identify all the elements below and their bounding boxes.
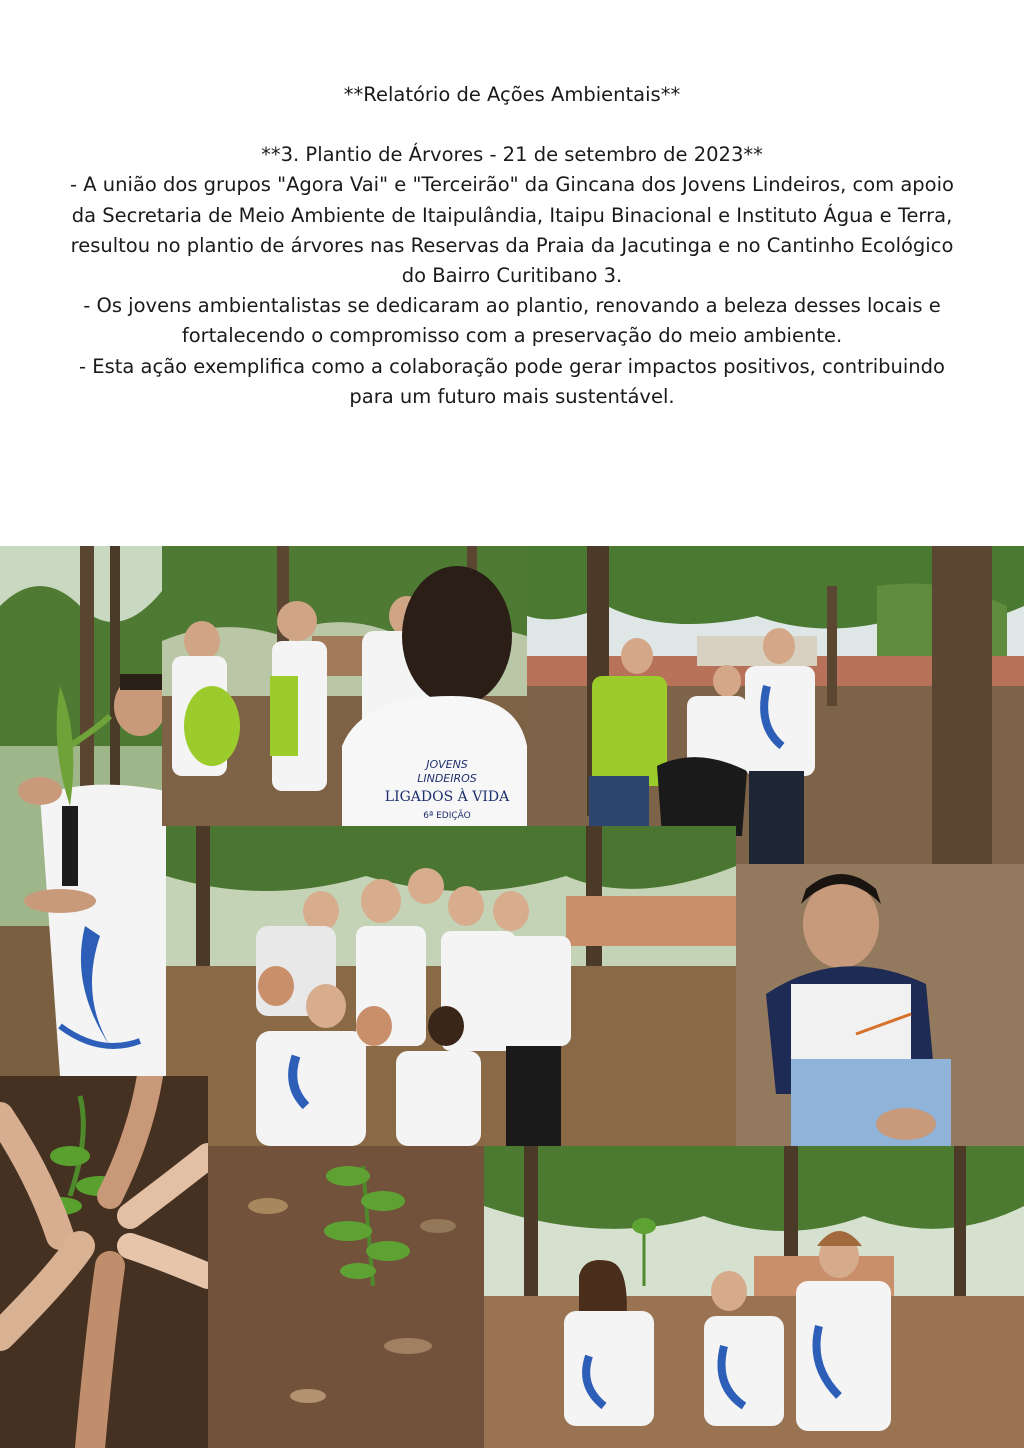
photo-group-back-shirt	[162, 546, 527, 826]
shirt-text-ligados: LIGADOS À VIDA	[384, 789, 510, 805]
photo-group-waving	[166, 826, 736, 1146]
photo-three-students	[484, 1146, 1024, 1448]
photo-collage	[0, 546, 1024, 1448]
photo-hands-planting	[0, 1076, 208, 1448]
photo-seedling-soil	[208, 1146, 484, 1448]
shirt-text-jovens: JOVENS	[426, 758, 468, 771]
photo-boy-holding-seedling	[0, 546, 166, 1076]
bullet-3: - Esta ação exemplifica como a colaboração pode gerar impactos positivos, contribuindo para um futuro mais sustentável.	[79, 354, 945, 408]
bullet-1: - A união dos grupos "Agora Vai" e "Terceirão" da Gincana dos Jovens Lindeiros, com apoio da Secretaria de Meio Ambiente de Itaipulândia, Itaipu Binacional e Instituto Água e Terra, resultou no plantio de árvores nas Reservas da Praia da Jacutinga e no Cantinho Ecológico do Bairro Curitibano 3.	[70, 173, 954, 288]
shirt-text-edicao: 6ª EDIÇÃO	[423, 811, 471, 821]
photo-boy-crouching	[736, 864, 1024, 1146]
shirt-text-lindeiros: LINDEIROS	[417, 772, 477, 785]
section-heading: **3. Plantio de Árvores - 21 de setembro de 2023**	[261, 143, 763, 167]
bullet-2: - Os jovens ambientalistas se dedicaram ao plantio, renovando a beleza desses locais e fortalecendo o compromisso com a preservação do meio ambiente.	[83, 294, 941, 348]
photo-cleanup-group	[527, 546, 1024, 864]
report-text	[70, 80, 954, 412]
report-title: **Relatório de Ações Ambientais**	[343, 83, 681, 106]
